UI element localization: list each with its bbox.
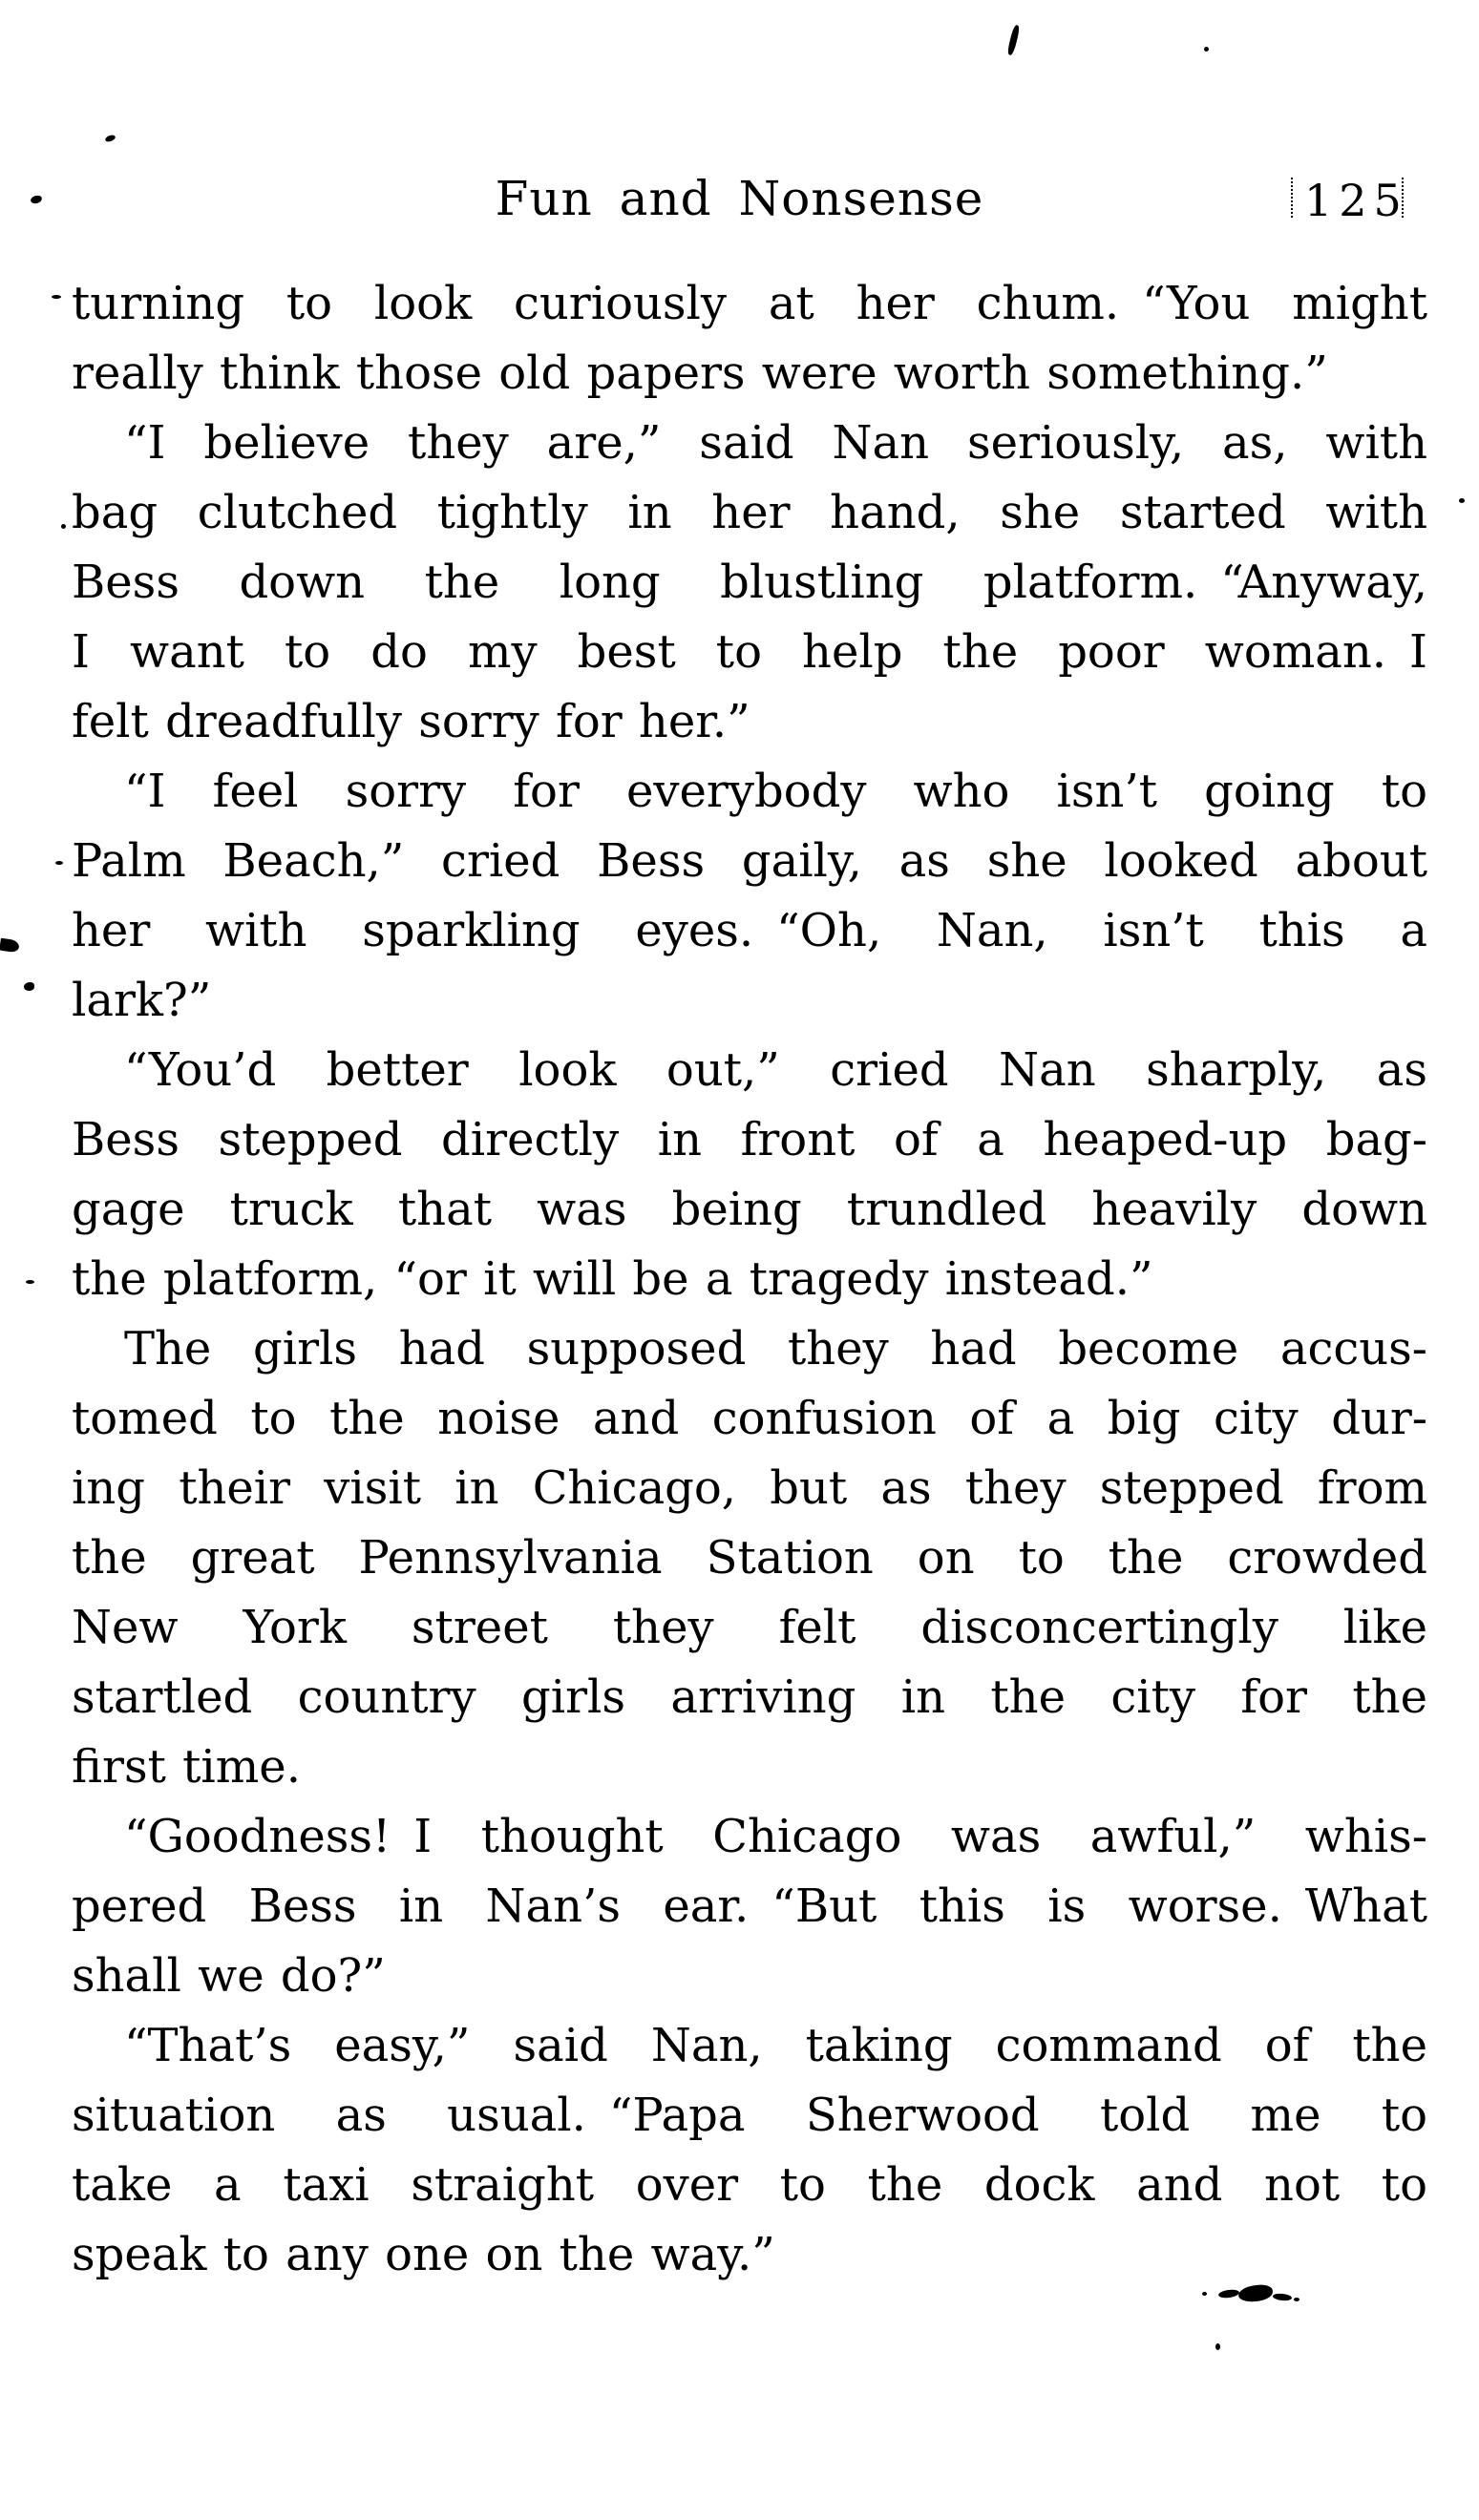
- text-line: take a taxi straight over to the dock and not to: [72, 2158, 1427, 2212]
- speck: [26, 1280, 34, 1284]
- tick-mark: [1402, 178, 1404, 218]
- page-number: 125: [1304, 175, 1408, 226]
- speck: [1204, 47, 1209, 52]
- text-line: “I believe they are,” said Nan seriously, as, with: [124, 416, 1427, 470]
- text-line: ing their visit in Chicago, but as they stepped from: [72, 1461, 1427, 1515]
- running-title: Fun and Nonsense: [495, 171, 984, 226]
- text-line: bag clutched tightly in her hand, she started with: [72, 486, 1427, 539]
- speck: [24, 982, 34, 991]
- flag-mark: [0, 938, 20, 954]
- speck: [52, 295, 61, 299]
- text-line: New York street they felt disconcertingly like: [72, 1601, 1427, 1654]
- text-line: Bess stepped directly in front of a heaped-up bag-: [72, 1113, 1427, 1166]
- text-line: gage truck that was being trundled heavily down: [72, 1183, 1427, 1236]
- text-line: speak to any one on the way.”: [72, 2228, 775, 2281]
- speck: [1459, 498, 1465, 503]
- speck: [61, 524, 66, 529]
- speck: [1215, 2343, 1220, 2350]
- text-line: her with sparkling eyes. “Oh, Nan, isn’t this a: [72, 904, 1427, 957]
- text-line: situation as usual. “Papa Sherwood told me to: [72, 2089, 1427, 2142]
- slash-mark: [1006, 25, 1021, 56]
- text-line: I want to do my best to help the poor woman. I: [72, 625, 1427, 679]
- text-line: “Goodness! I thought Chicago was awful,” whis-: [124, 1810, 1427, 1863]
- text-line: really think those old papers were worth something.”: [72, 346, 1328, 400]
- page-header: [0, 172, 1479, 227]
- text-line: lark?”: [72, 974, 212, 1027]
- speck: [55, 861, 63, 865]
- text-line: “That’s easy,” said Nan, taking command of the: [124, 2019, 1427, 2072]
- speck: [1294, 2298, 1299, 2301]
- tick-mark: [1291, 178, 1293, 218]
- text-line: shall we do?”: [72, 1949, 386, 2003]
- text-line: turning to look curiously at her chum. “You might: [72, 277, 1427, 330]
- speck: [1202, 2292, 1207, 2296]
- text-line: pered Bess in Nan’s ear. “But this is worse. What: [72, 1880, 1427, 1933]
- text-line: startled country girls arriving in the city for the: [72, 1670, 1427, 1724]
- text-line: the platform, “or it will be a tragedy instead.”: [72, 1252, 1153, 1306]
- text-line: “You’d better look out,” cried Nan sharply, as: [124, 1043, 1427, 1097]
- speck: [104, 134, 116, 142]
- text-line: the great Pennsylvania Station on to the crowded: [72, 1531, 1427, 1585]
- text-line: tomed to the noise and confusion of a big city dur-: [72, 1392, 1427, 1445]
- body-text: [72, 269, 1427, 2290]
- ink-smudge: [1273, 2293, 1293, 2301]
- text-line: Palm Beach,” cried Bess gaily, as she looked about: [72, 834, 1427, 888]
- ink-smudge: [1218, 2289, 1240, 2300]
- text-line: The girls had supposed they had become accus-: [124, 1322, 1427, 1376]
- text-line: felt dreadfully sorry for her.”: [72, 695, 750, 748]
- text-line: first time.: [72, 1740, 301, 1794]
- text-line: “I feel sorry for everybody who isn’t going to: [124, 765, 1427, 818]
- text-line: Bess down the long blustling platform. “Anyway,: [72, 556, 1427, 609]
